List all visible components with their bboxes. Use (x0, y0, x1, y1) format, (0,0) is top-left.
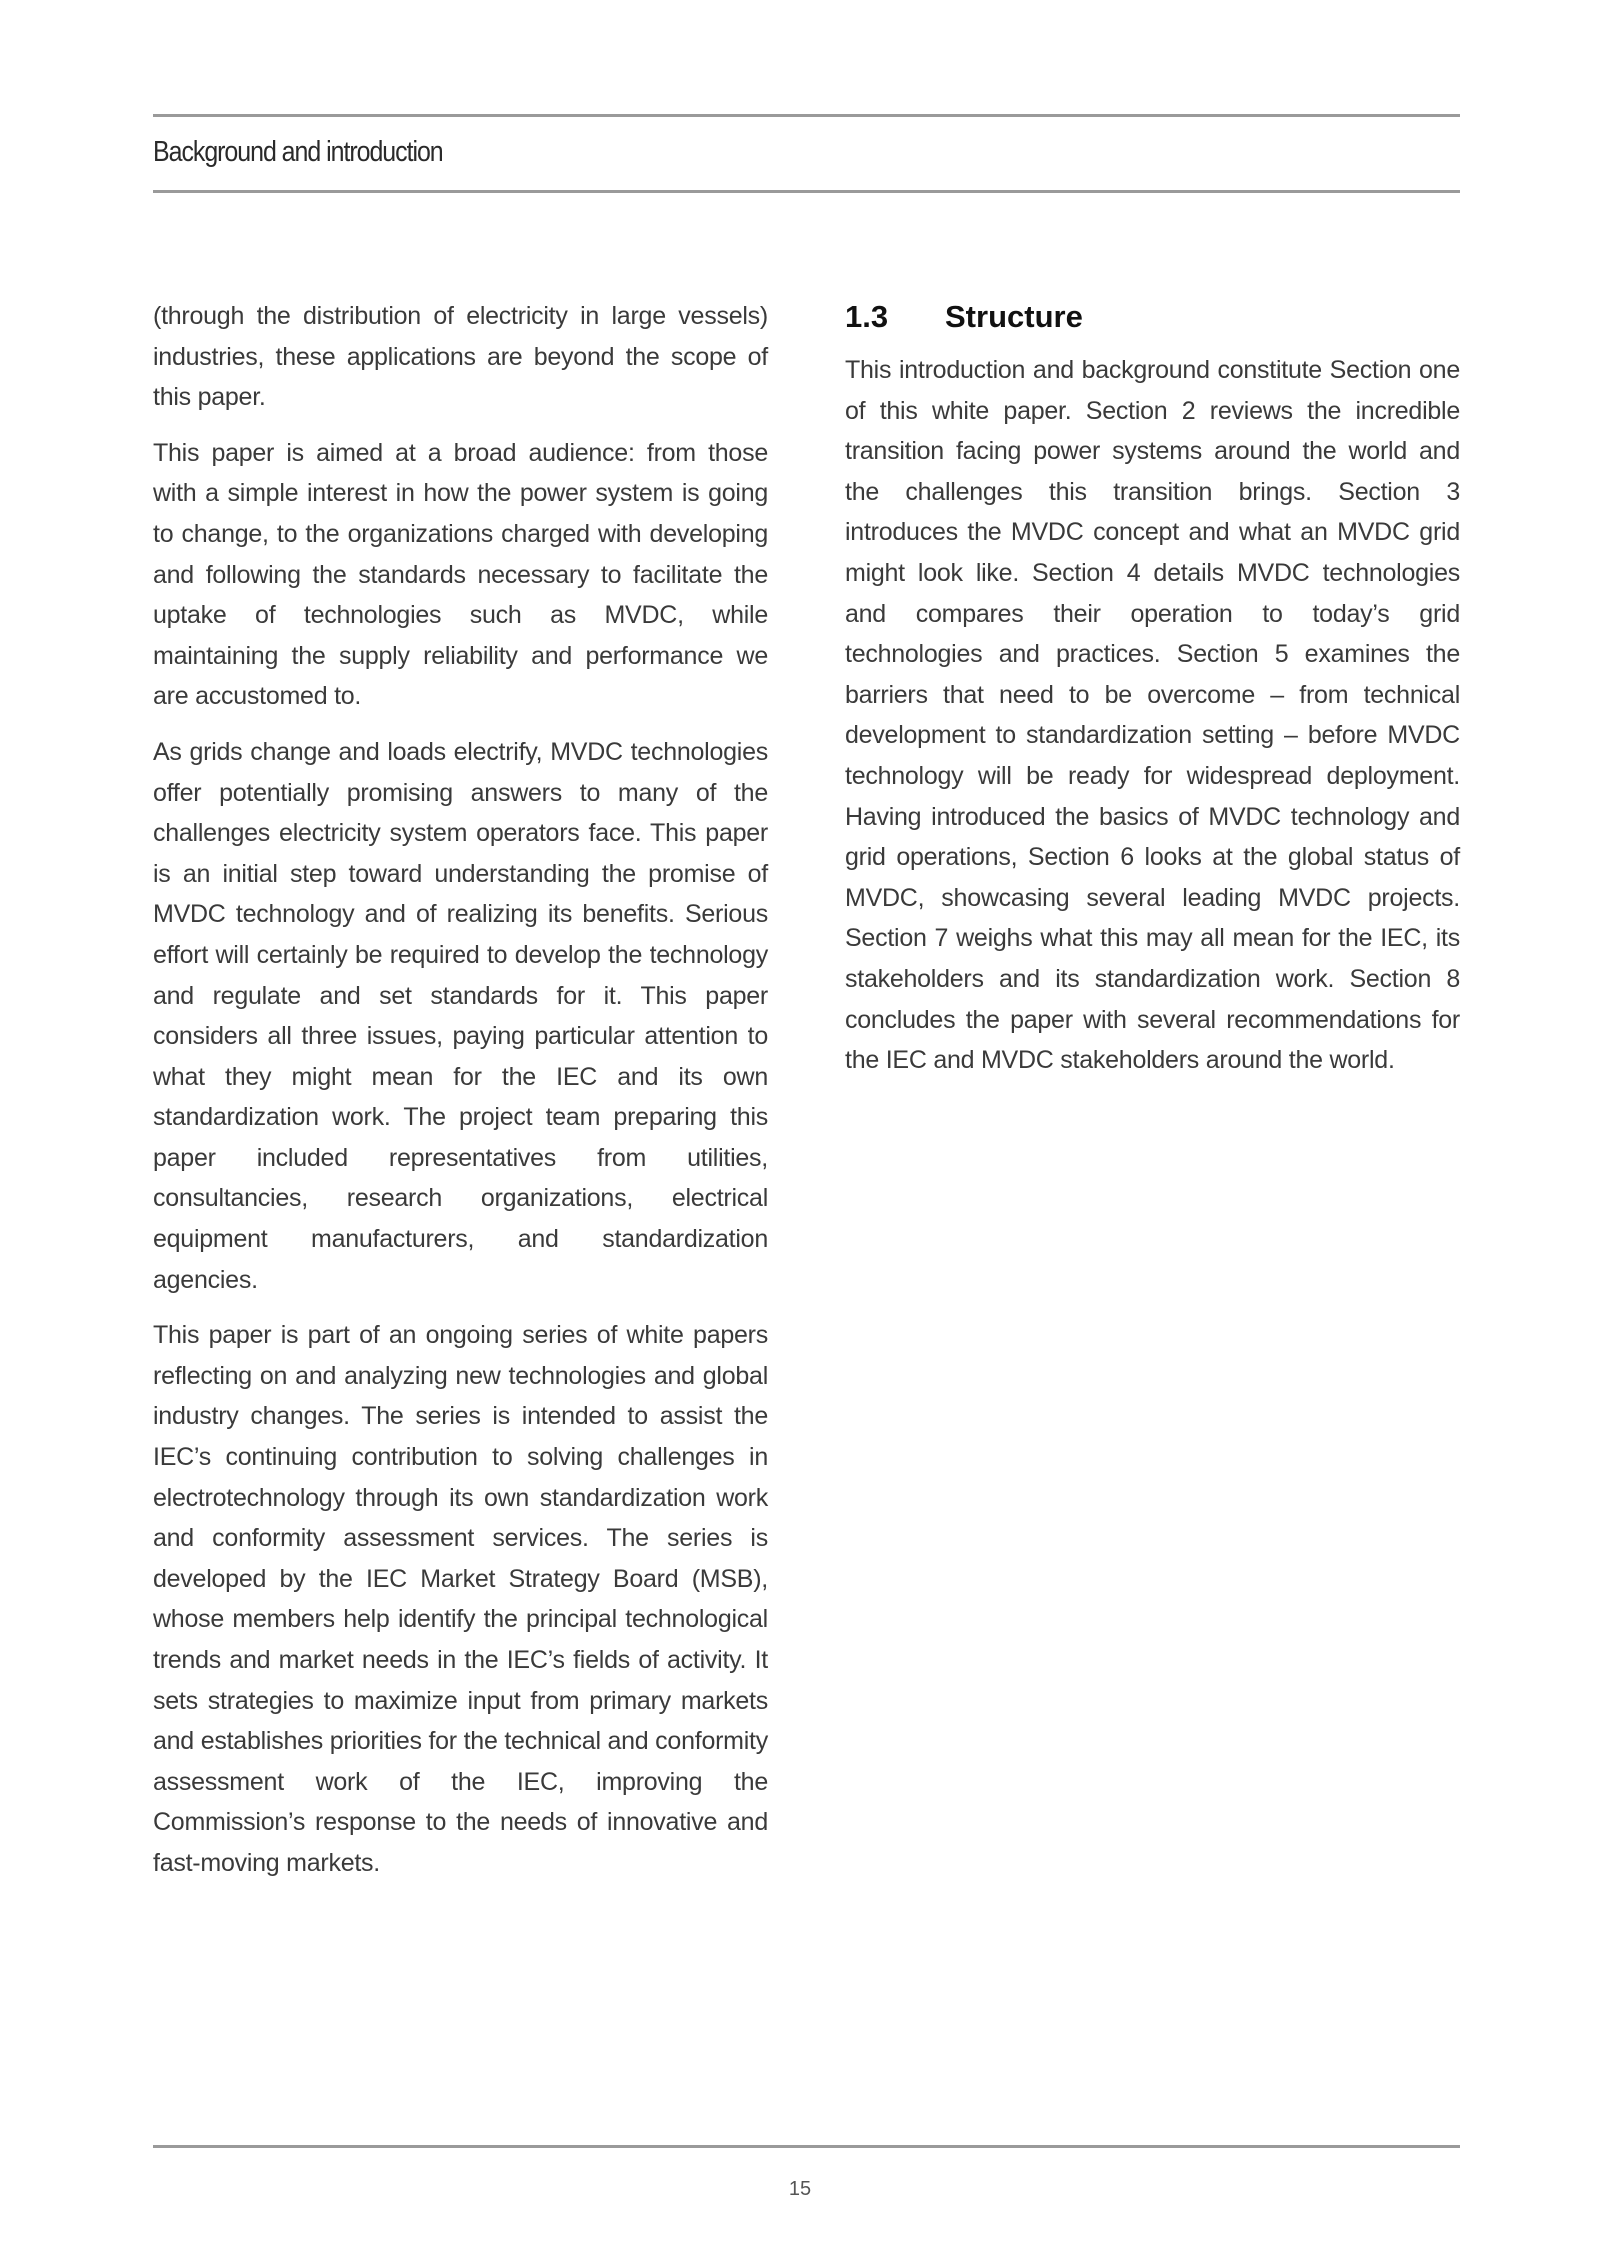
body-paragraph: (through the distribution of electricity in large vessels) industries, these applications are beyond the scope of this paper. (153, 302, 768, 412)
section-number: 1.3 (845, 299, 889, 334)
footer-rule (153, 2145, 1460, 2148)
body-paragraph: As grids change and loads electrify, MVDC technologies offer potentially promising answers to many of the challenges electricity system operators face. This paper is an initial step toward understanding the promise of MVDC technology and of realizing its benefits. Serious effort will certainly be required to develop the technology and regulate and set standards for it. This paper considers all three issues, paying particular attention to what they might mean for the IEC and its own standardization work. The project team preparing this paper included representatives from utilities, consultancies, research organizations, electrical equipment manufacturers, and standardization agencies. (153, 737, 768, 1294)
body-paragraph: This paper is part of an ongoing series of white papers reflecting on and analyzing new technologies and global industry changes. The series is intended to assist the IEC’s continuing contribution to solving challenges in electrotechnology through its own standardization work and conformity assessment services. The series is developed by the IEC Market Strategy Board (MSB), whose members help identify the principal technological trends and market needs in the IEC’s fields of activity. It sets strategies to maximize input from primary markets and establishes priorities for the technical and conformity assessment work of the IEC, improving the Commission’s response to the needs of innovative and fast-moving markets. (153, 1321, 768, 1877)
header-top-rule (153, 114, 1460, 117)
page-number: 15 (788, 2178, 812, 2200)
running-header-title: Background and introduction (153, 136, 443, 168)
right-column (845, 296, 1460, 1096)
section-heading (845, 296, 1460, 338)
body-paragraph: This paper is aimed at a broad audience: from those with a simple interest in how the power system is going to change, to the organizations charged with developing and following the standards necessary to facilitate the uptake of technologies such as MVDC, while maintaining the supply reliability and performance we are accustomed to. (153, 438, 768, 711)
body-paragraph: This introduction and background constitute Section one of this white paper. Section 2 reviews the incredible transition facing power systems around the world and the challenges this transition brings. Section 3 introduces the MVDC concept and what an MVDC grid might look like. Section 4 details MVDC technologies and compares their operation to today’s grid technologies and practices. Section 5 examines the barriers that need to be overcome – from technical development to standardization setting – before MVDC technology will be ready for widespread deployment. Having introduced the basics of MVDC technology and grid operations, Section 6 looks at the global status of MVDC, showcasing several leading MVDC projects. Section 7 weighs what this may all mean for the IEC, its stakeholders and its standardization work. Section 8 concludes the paper with several recommendations for the IEC and MVDC stakeholders around the world. (845, 356, 1460, 1075)
header-bottom-rule (153, 190, 1460, 193)
left-column (153, 296, 768, 1899)
section-title: Structure (945, 299, 1083, 334)
